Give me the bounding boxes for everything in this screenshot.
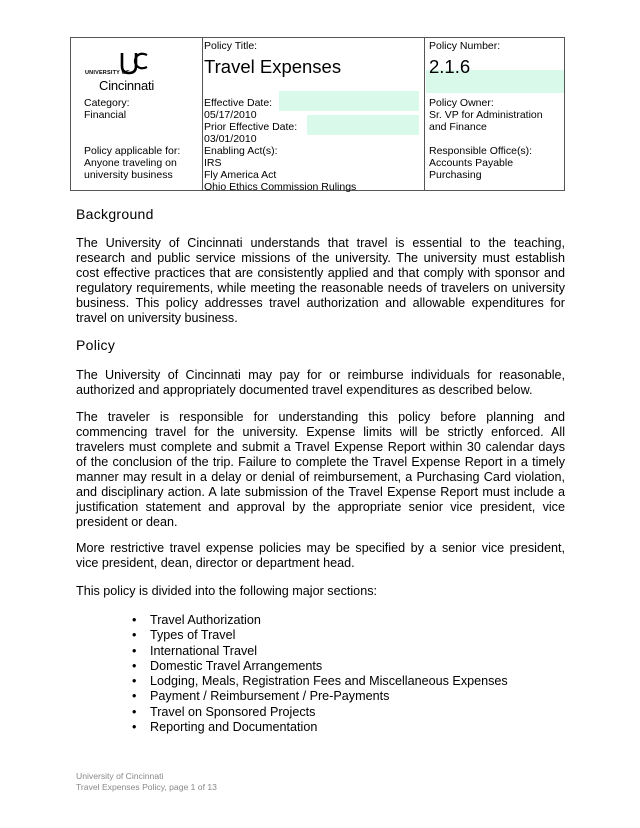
prior-effective-date-label: Prior Effective Date: — [204, 121, 298, 133]
effective-date-value: 05/17/2010 — [204, 109, 257, 121]
effective-date-label: Effective Date: — [204, 97, 273, 109]
applicable-cell — [84, 145, 180, 181]
enabling-act: IRS — [204, 157, 222, 169]
footer-line-1: University of Cincinnati — [76, 771, 164, 781]
applicable-line2: university business — [84, 169, 173, 181]
policy-owner-label: Policy Owner: — [429, 97, 494, 109]
policy-owner-line2: and Finance — [429, 121, 487, 133]
policy-number-label: Policy Number: — [429, 40, 501, 52]
university-logo — [85, 50, 175, 93]
list-item: • Travel on Sponsored Projects — [150, 705, 508, 720]
logo-small-text: UNIVERSITY OF — [85, 70, 130, 76]
list-item: • Types of Travel — [150, 628, 508, 643]
enabling-acts-cell — [204, 145, 356, 193]
policy-heading: Policy — [76, 337, 116, 353]
policy-header-table — [70, 37, 565, 191]
enabling-act: Fly America Act — [204, 169, 277, 181]
policy-number: 2.1.6 — [429, 56, 471, 77]
responsible-offices-label: Responsible Office(s): — [429, 145, 533, 157]
major-sections-list — [150, 613, 508, 735]
responsible-office: Accounts Payable — [429, 157, 514, 169]
footer-line-2: Travel Expenses Policy, page 1 of 13 — [76, 782, 217, 792]
logo-name: Cincinnati — [99, 78, 155, 93]
list-item: • Lodging, Meals, Registration Fees and Miscellaneous Expenses — [150, 674, 508, 689]
enabling-acts-label: Enabling Act(s): — [204, 145, 278, 157]
policy-paragraph-2: The traveler is responsible for understanding this policy before planning and commencing travel for the university. Expense limits will be strictly enforced. All travelers must complete and submit a Travel Expense Report within 30 calendar days of the conclusion of the trip. Failure to complete the Travel Expense Report in a timely manner may result in a delay or denial of reimbursement, a Purchasing Card violation, and disciplinary action. A late submission of the Travel Expense Report must include a justification statement and approval by the appropriate senior vice president, vice president or dean. — [76, 410, 565, 529]
list-item: • International Travel — [150, 644, 508, 659]
enabling-act: Ohio Ethics Commission Rulings — [204, 181, 357, 193]
list-item: • Reporting and Documentation — [150, 720, 508, 735]
policy-owner-cell — [429, 97, 543, 133]
responsible-offices-cell — [429, 145, 532, 181]
policy-title-cell — [204, 40, 341, 78]
column-divider — [424, 38, 425, 190]
background-paragraph: The University of Cincinnati understands that travel is essential to the teaching, research and public service missions of the university. The university must establish cost effective practices that are consistently applied and that comply with sponsor and regulatory requirements, while meeting the reasonable needs of travelers on university business. This policy addresses travel authorization and allowable expenditures for travel on university business. — [76, 236, 565, 325]
policy-title: Travel Expenses — [204, 56, 342, 77]
column-divider — [202, 38, 203, 190]
list-item: • Domestic Travel Arrangements — [150, 659, 508, 674]
policy-title-label: Policy Title: — [204, 40, 258, 52]
list-item: • Travel Authorization — [150, 613, 508, 628]
prior-effective-date-value: 03/01/2010 — [204, 133, 257, 145]
category-label: Category: — [84, 97, 130, 109]
effective-date-cell — [204, 97, 297, 145]
list-item: • Payment / Reimbursement / Pre-Payments — [150, 689, 508, 704]
policy-paragraph-1: The University of Cincinnati may pay for or reimburse individuals for reasonable, authorized and appropriately documented travel expenditures as described below. — [76, 368, 565, 397]
category-value: Financial — [84, 109, 127, 121]
category-cell — [84, 97, 130, 121]
applicable-line1: Anyone traveling on — [84, 157, 177, 169]
policy-number-cell — [429, 40, 500, 78]
page-footer — [76, 771, 217, 793]
highlight-box — [279, 91, 419, 111]
background-heading: Background — [76, 206, 154, 222]
policy-paragraph-3: More restrictive travel expense policies may be specified by a senior vice president, vice president, dean, director or department head. — [76, 541, 565, 570]
highlight-box — [307, 115, 419, 135]
policy-paragraph-4: This policy is divided into the following major sections: — [76, 584, 377, 598]
responsible-office: Purchasing — [429, 169, 482, 181]
applicable-label: Policy applicable for: — [84, 145, 181, 157]
policy-owner-line1: Sr. VP for Administration — [429, 109, 543, 121]
